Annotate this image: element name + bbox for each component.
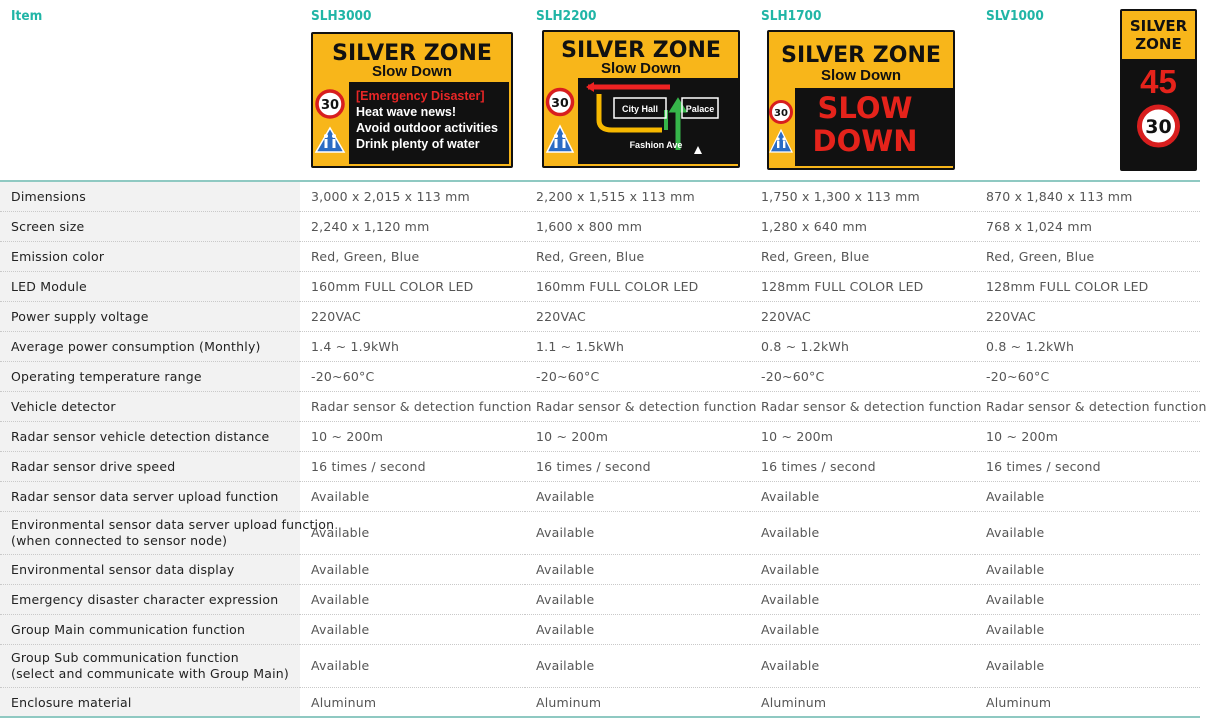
speed-limit-text: 30 [774, 108, 788, 119]
item-header-label: Item [11, 8, 43, 24]
sign-line-3: Drink plenty of water [356, 137, 480, 151]
spec-label-text: Radar sensor drive speed [11, 459, 176, 474]
map-label-fashion-ave: Fashion Ave [629, 140, 683, 150]
spec-row [0, 332, 1200, 362]
spec-value: Available [975, 555, 1200, 585]
spec-value: 220VAC [750, 302, 975, 332]
spec-row-label [0, 272, 300, 302]
spec-row [0, 555, 1200, 585]
spec-value: Available [750, 585, 975, 615]
item-header [0, 0, 300, 181]
spec-label-text: Dimensions [11, 189, 86, 204]
spec-value: 16 times / second [525, 452, 750, 482]
spec-value: 16 times / second [300, 452, 525, 482]
spec-value: 128mm FULL COLOR LED [975, 272, 1200, 302]
spec-row [0, 482, 1200, 512]
spec-value: Available [300, 585, 525, 615]
spec-value: -20~60°C [525, 362, 750, 392]
spec-value: Available [750, 615, 975, 645]
sign-zone-text: SILVER ZONE [561, 38, 721, 63]
spec-label-text: Enclosure material [11, 694, 132, 710]
spec-value: 10 ~ 200m [300, 422, 525, 452]
spec-row-label [0, 512, 335, 555]
spec-label-text: Operating temperature range [11, 369, 202, 384]
spec-value: 160mm FULL COLOR LED [300, 272, 525, 302]
spec-row-label [0, 332, 300, 362]
spec-value: Red, Green, Blue [525, 242, 750, 272]
spec-row-label [0, 615, 300, 645]
slh2200-sign-image [542, 30, 740, 168]
spec-value: 10 ~ 200m [525, 422, 750, 452]
spec-value: Available [300, 555, 525, 585]
spec-value: Available [300, 645, 525, 688]
spec-row [0, 615, 1200, 645]
spec-value: Available [525, 615, 750, 645]
spec-value: Available [975, 645, 1200, 688]
spec-row [0, 585, 1200, 615]
model-name: SLH1700 [761, 8, 822, 24]
spec-value: Radar sensor & detection function [525, 392, 750, 422]
spec-value: Red, Green, Blue [300, 242, 525, 272]
spec-value: 1,600 x 800 mm [525, 212, 750, 242]
spec-value: Available [750, 512, 975, 555]
spec-value: Red, Green, Blue [750, 242, 975, 272]
spec-value: 10 ~ 200m [750, 422, 975, 452]
spec-value: 10 ~ 200m [975, 422, 1200, 452]
spec-value: 1,750 x 1,300 x 113 mm [750, 181, 975, 212]
sign-slow-down-text: Slow Down [372, 63, 452, 80]
spec-label-text: Group Main communication function [11, 622, 246, 637]
slh3000-sign-image [311, 32, 513, 168]
spec-row [0, 242, 1200, 272]
spec-row [0, 452, 1200, 482]
spec-row-label [0, 392, 300, 422]
sign-alert-text: [Emergency Disaster] [356, 89, 485, 103]
model-name: SLH2200 [536, 8, 597, 24]
spec-value: Available [750, 555, 975, 585]
spec-value: Available [525, 512, 750, 555]
map-label-city-hall: City Hall [621, 104, 659, 114]
model-name: SLV1000 [986, 8, 1044, 24]
model-header-slh1700 [750, 0, 975, 181]
spec-row-label [0, 242, 300, 272]
spec-value: 16 times / second [975, 452, 1200, 482]
slh1700-sign-image [767, 30, 955, 170]
spec-value: Aluminum [975, 688, 1200, 718]
spec-label-text: Power supply voltage [11, 309, 149, 324]
spec-value: Radar sensor & detection function [300, 392, 525, 422]
spec-value: 220VAC [975, 302, 1200, 332]
spec-row [0, 422, 1200, 452]
spec-value: Aluminum [300, 688, 525, 718]
spec-value: Available [975, 615, 1200, 645]
spec-value: Available [300, 512, 525, 555]
spec-label-text: Screen size [11, 219, 85, 234]
model-header-slv1000 [975, 0, 1200, 181]
spec-row-label [0, 181, 300, 212]
spec-value: 3,000 x 2,015 x 113 mm [300, 181, 525, 212]
spec-label-text: Environmental sensor data server upload function [11, 517, 335, 532]
spec-value: Available [300, 615, 525, 645]
spec-value: 1.1 ~ 1.5kWh [525, 332, 750, 362]
spec-value: 2,200 x 1,515 x 113 mm [525, 181, 750, 212]
spec-row-label [0, 688, 300, 718]
speed-limit-text: 30 [320, 98, 340, 113]
spec-row [0, 645, 1200, 688]
spec-value: Available [525, 482, 750, 512]
sign-zone-line-1: SILVER [1129, 17, 1188, 35]
spec-row-label [0, 422, 300, 452]
spec-value: Red, Green, Blue [975, 242, 1200, 272]
sign-line-1: Heat wave news! [356, 105, 457, 119]
spec-row-label [0, 452, 300, 482]
header-row [0, 0, 1200, 181]
spec-value: 16 times / second [750, 452, 975, 482]
spec-value: -20~60°C [975, 362, 1200, 392]
spec-value: Radar sensor & detection function [750, 392, 975, 422]
spec-value: 0.8 ~ 1.2kWh [975, 332, 1200, 362]
spec-label-text: Radar sensor vehicle detection distance [11, 429, 270, 444]
spec-row-label [0, 555, 300, 585]
spec-label-subtext: (when connected to sensor node) [11, 533, 228, 548]
spec-label-text: LED Module [11, 279, 87, 294]
spec-value: -20~60°C [750, 362, 975, 392]
model-header-slh3000 [300, 0, 525, 181]
spec-row [0, 302, 1200, 332]
model-name: SLH3000 [311, 8, 372, 24]
spec-row [0, 688, 1200, 718]
spec-row [0, 181, 1200, 212]
sign-slow-down-text: Slow Down [601, 60, 681, 77]
spec-row [0, 272, 1200, 302]
spec-value: Available [750, 482, 975, 512]
spec-value: 2,240 x 1,120 mm [300, 212, 525, 242]
spec-value: 1.4 ~ 1.9kWh [300, 332, 525, 362]
spec-value: -20~60°C [300, 362, 525, 392]
spec-value: 870 x 1,840 x 113 mm [975, 181, 1200, 212]
spec-row [0, 512, 1200, 555]
speed-limit-text: 30 [551, 95, 569, 110]
sign-zone-line-2: ZONE [1135, 35, 1182, 53]
spec-value: Aluminum [750, 688, 975, 718]
sign-line-2: Avoid outdoor activities [356, 121, 498, 135]
spec-label-text: Environmental sensor data display [11, 562, 235, 577]
spec-value: Radar sensor & detection function [975, 392, 1200, 422]
spec-row-label [0, 645, 300, 688]
sign-down-text: DOWN [812, 124, 918, 158]
spec-value: Available [300, 482, 525, 512]
spec-row [0, 392, 1200, 422]
sign-slow-down-text: Slow Down [821, 67, 901, 84]
sign-zone-text: SILVER ZONE [332, 41, 492, 66]
current-speed-text: 45 [1140, 63, 1177, 100]
speed-limit-text: 30 [1145, 116, 1172, 138]
spec-value: Available [975, 482, 1200, 512]
spec-value: Available [525, 555, 750, 585]
spec-value: Available [975, 512, 1200, 555]
spec-row [0, 212, 1200, 242]
spec-value: 220VAC [525, 302, 750, 332]
spec-value: 160mm FULL COLOR LED [525, 272, 750, 302]
spec-row-label [0, 362, 300, 392]
route-map [578, 78, 738, 164]
spec-table-body [0, 181, 1207, 717]
sign-zone-text: SILVER ZONE [781, 43, 941, 68]
spec-row-label [0, 482, 300, 512]
spec-value: Available [975, 585, 1200, 615]
spec-label-text: Average power consumption (Monthly) [11, 339, 261, 354]
spec-label-text: Emission color [11, 249, 105, 264]
spec-row-label [0, 212, 300, 242]
spec-value: Aluminum [525, 688, 750, 718]
spec-row [0, 362, 1200, 392]
slv1000-sign-image [1120, 9, 1197, 171]
spec-value: Available [525, 645, 750, 688]
spec-value: 220VAC [300, 302, 525, 332]
spec-value: Available [750, 645, 975, 688]
spec-label-text: Vehicle detector [11, 399, 116, 414]
map-label-palace: Palace [685, 104, 715, 114]
spec-value: 768 x 1,024 mm [975, 212, 1200, 242]
spec-row-label [0, 302, 300, 332]
spec-row-label [0, 585, 300, 615]
spec-label-text: Emergency disaster character expression [11, 592, 279, 607]
spec-value: 128mm FULL COLOR LED [750, 272, 975, 302]
spec-value: Available [525, 585, 750, 615]
spec-label-text: Group Sub communication function [11, 650, 239, 665]
spec-label-subtext: (select and communicate with Group Main) [11, 666, 290, 681]
model-header-slh2200 [525, 0, 750, 181]
sign-slow-text: SLOW [817, 91, 913, 125]
spec-value: 0.8 ~ 1.2kWh [750, 332, 975, 362]
spec-value: 1,280 x 640 mm [750, 212, 975, 242]
spec-label-text: Radar sensor data server upload function [11, 489, 279, 504]
